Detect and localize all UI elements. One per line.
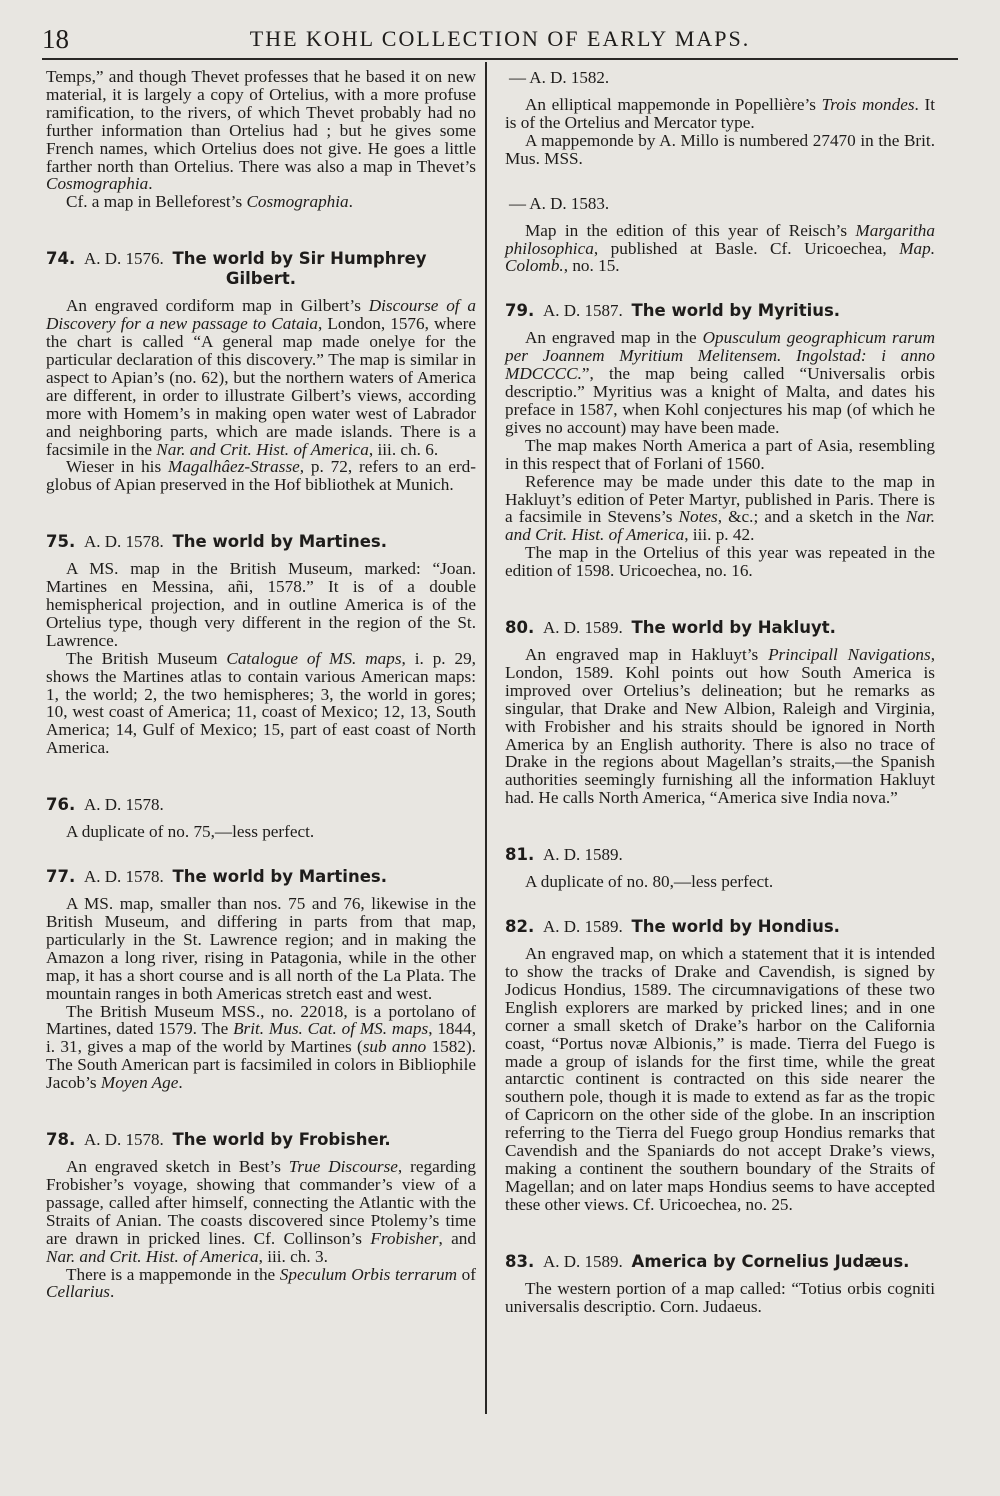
entry-77: [46, 867, 476, 1092]
entry-heading: 75. A. D. 1578. The world by Martines.: [46, 532, 387, 552]
paragraph: A mappemonde by A. Millo is numbered 27470 in the Brit. Mus. MSS.: [505, 130, 935, 168]
entry-heading: 79. A. D. 1587. The world by Myritius.: [505, 301, 841, 321]
running-title: THE KOHL COLLECTION OF EARLY MAPS.: [249, 26, 751, 51]
entry-1583: [505, 194, 935, 276]
paragraph: The map makes North America a part of Asia, resembling in this respect that of Forlani of 1560.: [505, 435, 935, 473]
entry-title: The world by Hondius.: [631, 917, 840, 937]
entry-82: [505, 917, 935, 1214]
paragraph: An engraved cordiform map in Gilbert’s Discourse of a Discovery for a new passage to Cataia, London, 1576, where the chart is called “A general map made onelye for the particular declaration of this discovery.” The map is similar in aspect to Apian’s (no. 62), but the northern waters of America are different, in order to illustrate Gilbert’s views, according more with Homem’s in making open water west of Labrador and neighboring parts, which are made islands. There is a facsimile in the Nar. and Crit. Hist. of America, iii. ch. 6.: [46, 296, 476, 459]
entry-heading: 74. A. D. 1576. The world by Sir Humphrey Gilbert.: [46, 249, 476, 289]
column-divider: [485, 62, 487, 1414]
entry-title: The world by Martines.: [172, 867, 387, 887]
paragraph: The British Museum MSS., no. 22018, is a portolano of Martines, dated 1579. The Brit. Mus. Cat. of MS. maps, 1844, i. 31, gives a map of the world by Martines (sub anno 1582). The South American part is facsimiled in colors in Bibliophile Jacob’s Moyen Age.: [46, 1001, 476, 1093]
paragraph: The map in the Ortelius of this year was repeated in the edition of 1598. Uricoechea, no. 16.: [505, 543, 935, 581]
paragraph: The British Museum Catalogue of MS. maps, i. p. 29, shows the Martines atlas to contain various American maps: 1, the world; 2, the two hemispheres; 3, the world in gores; 10, west coast of America; 11, coast of Mexico; 12, 13, South America; 14, Gulf of Mexico; 15, part of east coast of North America.: [46, 648, 476, 758]
continued-entry: [46, 68, 476, 211]
entry-heading: 80. A. D. 1589. The world by Hakluyt.: [505, 618, 836, 638]
entry-title: The world by Frobisher.: [172, 1130, 391, 1150]
entry-1582: [505, 68, 935, 168]
entry-date: — A. D. 1582.: [509, 68, 610, 87]
entry-title: America by Cornelius Judæus.: [631, 1251, 910, 1271]
paragraph: A MS. map, smaller than nos. 75 and 76, likewise in the British Museum, and differing in parts from that map, particularly in the St. Lawrence region; and in making the Amazon a long river, rising in Patagonia, while in the other map, it has a short course and is all north of the La Plata. The mountain ranges in both Americas stretch east and west.: [46, 894, 476, 1003]
entry-heading: 82. A. D. 1589. The world by Hondius.: [505, 917, 840, 937]
entry-75: [46, 532, 476, 757]
paragraph: Temps,” and though Thevet professes that he based it on new material, it is largely a copy of Ortelius, with a more profuse ramification, to the rivers, of which Thevet probably had no further information than Ortelius had ; but he gives some French names, which Ortelius does not give. He goes a little farther north than Ortelius. There was also a map in Thevet’s Cosmographia.: [46, 67, 476, 194]
paragraph: An elliptical mappemonde in Popellière’s Trois mondes. It is of the Ortelius and Mercator type.: [505, 95, 936, 132]
entry-date: — A. D. 1583.: [509, 193, 610, 213]
entry-heading: 78. A. D. 1578. The world by Frobisher.: [46, 1130, 391, 1150]
paragraph: There is a mappemonde in the Speculum Orbis terrarum of Cellarius.: [46, 1264, 476, 1302]
paragraph: A duplicate of no. 75,—less perfect.: [66, 822, 315, 842]
paragraph: Reference may be made under this date to the map in Hakluyt’s edition of Peter Martyr, published in Paris. There is a facsimile in Stevens’s Notes, &c.; and a sketch in the Nar. and Crit. Hist. of America, iii. p. 42.: [505, 471, 936, 545]
entry-heading: 81. A. D. 1589.: [505, 845, 623, 865]
entry-79: [505, 301, 935, 580]
entry-heading: 76. A. D. 1578.: [46, 795, 164, 815]
entry-heading: 83. A. D. 1589. America by Cornelius Judæus.: [505, 1251, 910, 1271]
page-number: 18: [42, 24, 69, 54]
paragraph: An engraved sketch in Best’s True Discourse, regarding Frobisher’s voyage, showing that commander’s view of a passage, called after himself, connecting the Atlantic with the Straits of Anian. The coasts discovered since Ptolemy’s time are drawn in pricked lines. Cf. Collinson’s Frobisher, and Nar. and Crit. Hist. of America, iii. ch. 3.: [46, 1157, 476, 1266]
page-header: [42, 22, 958, 60]
entry-title: The world by Sir Humphrey: [172, 249, 427, 269]
entry-title-continued: Gilbert.: [225, 269, 297, 289]
paragraph: Cf. a map in Belleforest’s Cosmographia.: [66, 192, 353, 212]
entry-title: The world by Myritius.: [631, 301, 841, 321]
paragraph: An engraved map in the Opusculum geographicum rarum per Joannem Myritium Melitensem. Ingolstad: i anno MDCCCC.”, the map being called “Universalis orbis descriptio.” Myritius was a knight of Malta, and dates his preface in 1587, when Kohl conjectures his map (of which he gives no account) may have been made.: [505, 328, 936, 437]
entry-80: [505, 618, 935, 807]
paragraph: A duplicate of no. 80,—less perfect.: [525, 872, 774, 892]
paragraph: An engraved map in Hakluyt’s Principall Navigations, London, 1589. Kohl points out how South America is improved over Ortelius’s delineation; but he remarks as singular, that Drake and New Albion, Raleigh and Virginia, with Frobisher and his straits should be ignored in North America by an English authority. There is also no trace of Drake in the regions about Magellan’s straits,—the Spanish authorities seemingly furnishing all the information Hakluyt had. He calls North America, “America sive India nova.”: [505, 645, 935, 808]
entry-76: [46, 795, 476, 841]
paragraph: A MS. map in the British Museum, marked: “Joan. Martines en Messina, añi, 1578.” It is of a double hemispherical projection, and in outline America is of the Ortelius type, though very different in the region of the St. Lawrence.: [46, 559, 476, 650]
entry-title: The world by Hakluyt.: [631, 618, 836, 638]
entry-title: The world by Martines.: [172, 532, 387, 552]
paragraph: An engraved map, on which a statement that it is intended to show the tracks of Drake and Cavendish, is signed by Jodicus Hondius, 1589. The circumnavigations of these two English explorers are marked by pricked lines; and in one corner a small sketch of Drake’s harbor on the California coast, “Portus novæ Albionis,” is made. Tierra del Fuego is made a group of islands for the first time, while the great antarctic continent is contracted on this side nearer the southern pole, though it is made to extend as far as the tropic of Capricorn on the other side of the globe. In an inscription referring to the Tierra del Fuego group Hondius remarks that Cavendish and the Spaniards do not accept Drake’s views, making a continent the southern boundary of the Straits of Magellan; and on later maps Hondius seems to have accepted these other views. Cf. Uricoechea, no. 25.: [505, 944, 935, 1214]
right-column: [505, 68, 935, 1316]
left-column: [46, 68, 476, 1301]
paragraph: Map in the edition of this year of Reisch’s Margaritha philosophica, published at Basle. Cf. Uricoechea, Map. Colomb., no. 15.: [505, 220, 935, 276]
entry-74: [46, 249, 476, 494]
paragraph: The western portion of a map called: “Totius orbis cogniti universalis descriptio. Corn. Judaeus.: [505, 1278, 935, 1316]
paragraph: Wieser in his Magalhâez-Strasse, p. 72, refers to an erd-globus of Apian preserved in the Hof bibliothek at Munich.: [46, 457, 476, 495]
entry-heading: 77. A. D. 1578. The world by Martines.: [46, 867, 387, 887]
entry-81: [505, 845, 935, 891]
entry-78: [46, 1130, 476, 1301]
entry-83: [505, 1252, 935, 1316]
